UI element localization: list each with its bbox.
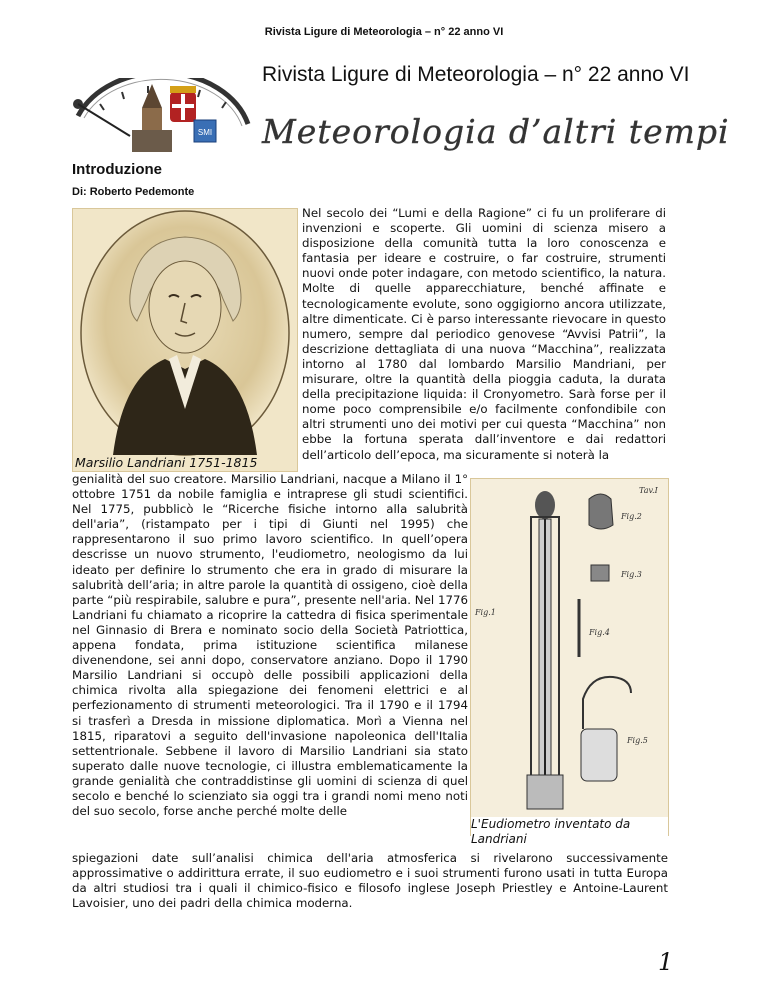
plate-label-fig3: Fig.3: [621, 570, 642, 579]
portrait-engraving: [73, 209, 297, 471]
plate-label-fig4: Fig.4: [589, 628, 610, 637]
intro-paragraph: Nel secolo dei “Lumi e della Ragione” ci fu un proliferare di invenzioni e scoperte. Gli uomini di scienza misero a disposizione della comunità tutta la loro conoscenza e fantasia per ideare e costruire, o far costruire, strumenti nuovi onde poter indagare, con metodo scientifico, la natura. Molte di quelle apparecchiature, benché affinate e tecnologicamente evolute, sono oggigiorno ancora utilizzate, altre dimenticate. Ci è parso interessante rievocare in questo numero, sempre dal periodico genovese “Avvisi Patrii”, la descrizione dettagliata di una nuova “Macchina”, realizzata intorno al 1780 dal lombardo Marsilio Mandriani, per misurare, oltre la quantità della pioggia caduta, la durata della precipitazione liquida: il Cronyometro. Sarà forse per il nome poco comprensibile e/o facilmente confondibile con altri strumenti uno dei motivi per cui questa “Macchina” non ebbe la fortuna sperata dall’inventore e dai redattori dell’articolo dell’epoca, ma sicuramente si noterà la: [302, 206, 666, 462]
closing-text: [72, 851, 668, 911]
journal-logo: [70, 78, 260, 160]
logo-badge-text: SMI: [197, 128, 213, 137]
section-title: Meteorologia d’altri tempi: [262, 112, 730, 151]
portrait-figure: [72, 208, 298, 472]
closing-paragraph: spiegazioni date sull’analisi chimica dell'aria atmosferica si rivelarono successivamente approssimative o addirittura errate, il suo eudiometro e i suoi strumenti furono usati in tutta Europa da altri studiosi tra i quali il chimico-fisico e filosofo inglese Joseph Priestley e Antoine-Laurent Lavoisier, uno dei padri della chimica moderna.: [72, 851, 668, 911]
plate-label-tav: Tav.I: [639, 486, 658, 495]
intro-column-text: [302, 206, 666, 463]
article-heading: Introduzione: [72, 161, 162, 178]
portrait-caption: Marsilio Landriani 1751-1815: [75, 455, 258, 470]
coat-of-arms-icon: [170, 86, 196, 122]
biography-paragraph: genialità del suo creatore. Marsilio Landriani, nacque a Milano il 1° ottobre 1751 da nobile famiglia e intraprese gli studi scientifici. Nel 1775, pubblicò le “Ricerche fisiche intorno alla salubrità dell'aria”, (ristampato per i tipi di Giunti nel 1995) che rappresentarono il suo primo lavoro scientifico. In quell’opera descrisse un nuovo strumento, l'eudiometro, neologismo da lui ideato per definire lo strumento che era in grado di misurare la salubrità dell’aria; in altre parole la quantità di ossigeno, cioè della parte “più respirabile, salubre e pura”, presente nell'aria. Nel 1776 Landriani fu chiamato a ricoprire la cattedra di fisica sperimentale nel Ginnasio di Brera e nominato socio della Società Patriottica, appena fondata, prima istituzione scientifica milanese divenendone, sei anni dopo, conservatore anziano. Dopo il 1790 Marsilio Landriani si occupò delle possibili applicazioni della chimica rivolta alla spiegazione dei fenomeni elettrici e al perfezionamento di strumenti meteorologici. Tra il 1790 e il 1794 si trasferì a Dresda in missione diplomatica. Morì a Vienna nel 1815, riparatovi a seguito dell'invasione napoleonica dell'Italia settentrionale. Sebbene il lavoro di Marsilio Landriani sia stato superato dalle nuove tecnologie, ci illustra emblematicamente la grande genialità che contraddistinse gli uomini di scienza di quel secolo e benché lo scienziato sia oggi tra i grandi nomi meno noti del suo secolo, forse anche perché molte delle: [72, 472, 468, 819]
eudiometer-figure: [470, 478, 669, 846]
eudiometer-plate: [471, 479, 668, 817]
masthead-title: Rivista Ligure di Meteorologia – n° 22 anno VI: [262, 63, 690, 86]
article-author: Di: Roberto Pedemonte: [72, 186, 195, 198]
plate-label-fig2: Fig.2: [621, 512, 642, 521]
page-number: 1: [658, 948, 674, 976]
biography-text: [72, 472, 468, 819]
plate-label-fig1: Fig.1: [475, 608, 496, 617]
running-header: Rivista Ligure di Meteorologia – n° 22 anno VI: [264, 26, 504, 38]
plate-label-fig5: Fig.5: [627, 736, 648, 745]
eudiometer-caption: L'Eudiometro inventato da Landriani: [471, 817, 668, 847]
